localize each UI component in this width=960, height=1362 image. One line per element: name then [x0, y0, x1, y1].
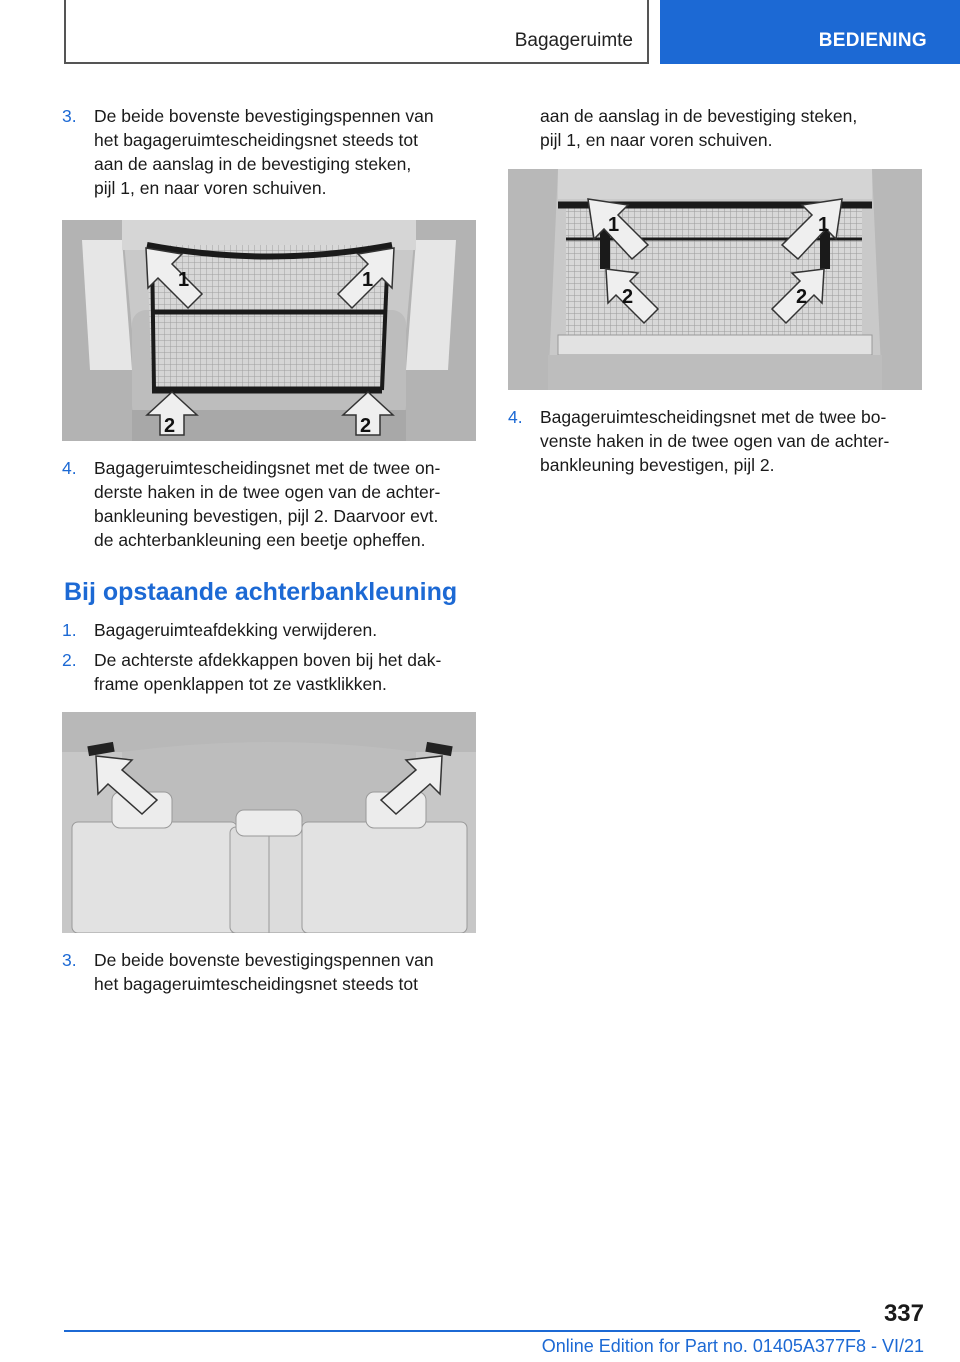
arrow-label: 2: [164, 415, 176, 437]
header-chapter-box: [660, 0, 960, 64]
arrow-label: 1: [818, 214, 830, 236]
section-title: Bagageruimte: [514, 30, 633, 51]
figure-partition-net-upright-seat: [508, 169, 922, 390]
footer-edition: Online Edition for Part no. 01405A377F8 - VI/21: [541, 1336, 924, 1356]
step-number: 3.: [62, 950, 77, 970]
chapter-title[interactable]: BEDIENING: [818, 30, 927, 51]
step-1: [62, 618, 477, 642]
step-3-first: [62, 104, 477, 200]
footer-divider: [64, 1330, 860, 1332]
arrow-label: 1: [608, 214, 620, 236]
step-2: [62, 648, 477, 696]
step-text: Bagageruimtescheidingsnet met de twee bo- venste haken in de twee ogen van de achter- bankleuning bevestigen, pijl 2.: [540, 407, 890, 475]
arrow-label: 2: [360, 415, 372, 437]
arrow-label: 2: [622, 286, 634, 308]
arrow-label: 2: [796, 286, 808, 308]
figure-cover-caps-open: [62, 712, 476, 933]
step-text: De achterste afdekkappen boven bij het dak- frame openklappen tot ze vastklikken.: [94, 650, 442, 694]
step-4-first: [62, 456, 477, 552]
figure-illustration: [62, 712, 476, 933]
step-text: De beide bovenste bevestigingspennen van het bagageruimtescheidingsnet steeds tot aan de aanslag in de bevestiging steken, pijl 1, en naar voren schuiven.: [94, 106, 434, 198]
header-section-box: [64, 0, 649, 64]
step-number: 2.: [62, 650, 77, 670]
figure-illustration: [508, 169, 922, 390]
step-4-second: [508, 405, 923, 477]
step-number: 3.: [62, 106, 77, 126]
step-text: Bagageruimteafdekking verwijderen.: [94, 620, 378, 640]
step-3-second: [62, 948, 477, 996]
step-number: 4.: [508, 407, 523, 427]
arrow-label: 1: [362, 269, 374, 291]
arrow-label: 1: [178, 269, 190, 291]
figure-partition-net-rear-view: [62, 220, 476, 441]
step-number: 4.: [62, 458, 77, 478]
section-heading: Bij opstaande achterbankleuning: [64, 578, 458, 606]
figure-illustration: [62, 220, 476, 441]
page-number: 337: [883, 1300, 924, 1327]
step-text: Bagageruimtescheidingsnet met de twee on- derste haken in de twee ogen van de achter- bankleuning bevestigen, pijl 2. Daarvoor evt. de achterbankleuning een beetje opheffen.: [94, 458, 441, 550]
step-text: De beide bovenste bevestigingspennen van het bagageruimtescheidingsnet steeds tot: [94, 950, 434, 994]
step-3-continuation: aan de aanslag in de bevestiging steken, pijl 1, en naar voren schuiven.: [540, 106, 858, 150]
step-number: 1.: [62, 620, 77, 640]
